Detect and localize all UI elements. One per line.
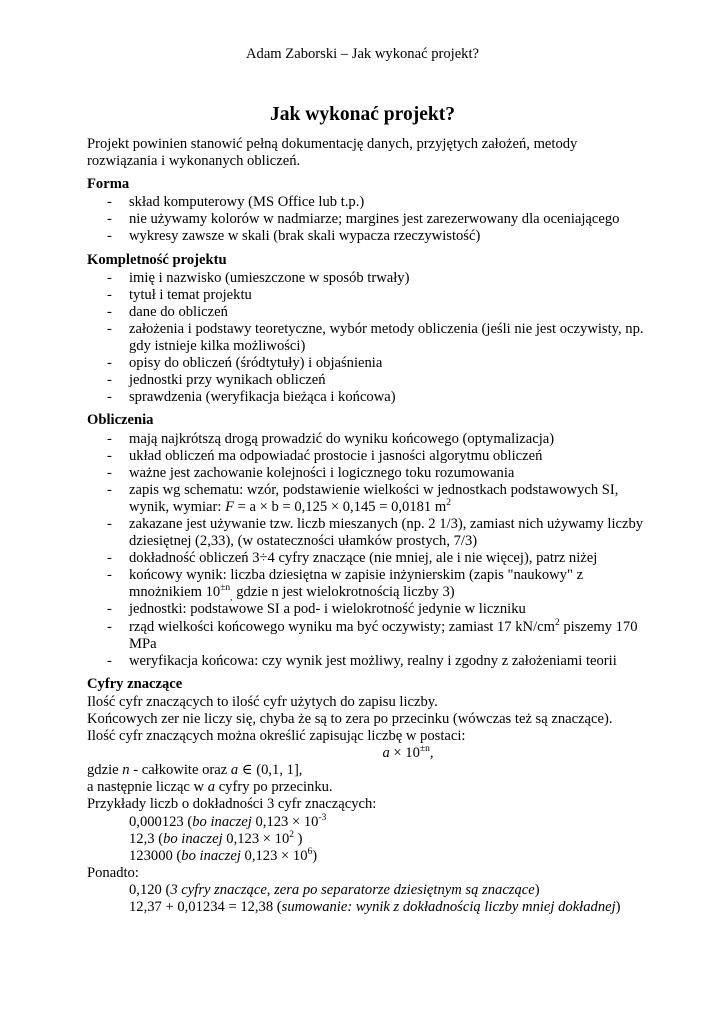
formula-variable: a [207, 779, 216, 796]
text-run: 12,3 ( [129, 830, 164, 847]
paragraph-line: Ilość cyfr znaczących można określić zapisując liczbę w postaci: [87, 728, 466, 745]
example-line [87, 899, 647, 916]
superscript: 6 [307, 846, 313, 857]
list-item-final [87, 567, 647, 604]
list-item: - dokładność obliczeń 3÷4 cyfry znaczące (nie mniej, ale i nie więcej), patrz niżej [87, 550, 647, 567]
paragraph-line: Końcowych zer nie liczy się, chyba że są to zera po przecinku (wówczas też są znaczące). [87, 711, 613, 727]
text-run: ) [312, 847, 318, 864]
paragraph-line: Przykłady liczb o dokładności 3 cyfr znaczących: [87, 796, 377, 813]
text-run: 123000 ( [129, 847, 182, 864]
section-heading-obliczenia: Obliczenia [87, 412, 154, 429]
example-line [87, 848, 647, 865]
list-item: - imię i nazwisko (umieszczone w sposób trwały) [87, 270, 647, 287]
superscript: 2 [554, 617, 560, 628]
page-title: Jak wykonać projekt? [270, 104, 455, 125]
subscript: , [230, 593, 233, 604]
text-run: 12,37 + 0,01234 = 12,38 ( [129, 899, 282, 916]
list-item: - układ obliczeń ma odpowiadać prostocie i jasności algorytmu obliczeń [87, 448, 647, 465]
text-run: cyfry po przecinku. [215, 779, 333, 796]
list-item: - zakazane jest używanie tzw. liczb mieszanych (np. 2 1/3), zamiast nich używamy liczby dziesiętnej (2,33), (w ostateczności ułamków prostych, 7/3) [87, 516, 647, 550]
text-run: ) [615, 899, 621, 916]
text-run: 0,120 ( [129, 881, 171, 898]
formula-variable: a [382, 745, 390, 762]
italic-text: bo inaczej [181, 847, 241, 864]
intro-paragraph: Projekt powinien stanowić pełną dokumentację danych, przyjętych założeń, metody rozwiązania i wykonanych obliczeń. [87, 136, 578, 170]
superscript: ±n [220, 583, 231, 594]
list-item: - opisy do obliczeń (śródtytuły) i objaśnienia [87, 355, 647, 372]
text-run: 0,123 × 10 [222, 830, 290, 847]
list-item: - nie używamy kolorów w nadmiarze; margines jest zarezerwowany dla oceniającego [87, 211, 647, 228]
obliczenia-list [87, 431, 647, 670]
paragraph-line [87, 779, 647, 796]
list-item: - wykresy zawsze w skali (brak skali wypacza rzeczywistość) [87, 228, 647, 245]
superscript: 2 [446, 498, 451, 509]
text-run: końcowy wynik: liczba dziesiętna w zapisie inżynierskim (zapis "naukowy" z mnożnikiem 10 [129, 567, 584, 601]
text-run: zapis wg schematu: wzór, podstawienie wielkości w jednostkach podstawowych SI, wynik, wymiar: [129, 481, 619, 515]
text-run: gdzie n jest wielokrotnością liczby 3) [232, 584, 455, 601]
list-item: - jednostki: podstawowe SI a pod- i wielokrotność jedynie w liczniku [87, 601, 647, 618]
list-item: - tytuł i temat projektu [87, 287, 647, 304]
italic-text: bo inaczej [163, 830, 223, 847]
kompletnosc-list [87, 270, 647, 407]
section-heading-forma: Forma [87, 176, 130, 193]
formula-line [87, 745, 647, 762]
text-run: - całkowite oraz [129, 762, 231, 779]
section-heading-cyfry: Cyfry znaczące [87, 675, 183, 692]
list-item-schema [87, 482, 647, 516]
example-line [87, 814, 647, 831]
formula-variable: n [122, 762, 130, 779]
formula-variable: F [225, 498, 234, 515]
formula-text: = a × b = 0,125 × 0,145 = 0,0181 m [234, 498, 447, 515]
list-item: - jednostki przy wynikach obliczeń [87, 372, 647, 389]
forma-list [87, 194, 647, 245]
paragraph-line: Ilość cyfr znaczących to ilość cyfr użytych do zapisu liczby. [87, 693, 438, 710]
document-body [87, 136, 647, 916]
paragraph-line [87, 762, 647, 779]
section-heading-kompletnosc: Kompletność projektu [87, 251, 227, 268]
formula-text: × 10 [389, 745, 420, 762]
list-item: - sprawdzenia (weryfikacja bieżąca i końcowa) [87, 389, 647, 406]
text-run: ∈ (0,1, 1], [238, 762, 303, 779]
text-run: 0,123 × 10 [251, 813, 319, 830]
list-item: - skład komputerowy (MS Office lub t.p.) [87, 194, 647, 211]
italic-text: bo inaczej [192, 813, 252, 830]
superscript: ±n [419, 744, 430, 755]
text-run: rząd wielkości końcowego wyniku ma być oczywisty; zamiast 17 kN/cm [129, 618, 555, 635]
text-run: ) [534, 881, 540, 898]
list-item: - dane do obliczeń [87, 304, 647, 321]
text-run: ) [294, 830, 303, 847]
paragraph-line: Ponadto: [87, 864, 139, 881]
list-item: - ważne jest zachowanie kolejności i logicznego toku rozumowania [87, 465, 647, 482]
text-run: 0,000123 ( [129, 813, 193, 830]
text-run: 0,123 × 10 [240, 847, 308, 864]
text-run: gdzie [87, 762, 123, 779]
example-line [87, 831, 647, 848]
italic-text: 3 cyfry znaczące, zera po separatorze dziesiętnym są znaczące [170, 881, 535, 898]
formula-variable: a [230, 762, 239, 779]
formula-text: , [429, 745, 434, 762]
superscript: -3 [318, 812, 327, 823]
text-run: a następnie licząc w [87, 779, 208, 796]
superscript: 2 [289, 829, 295, 840]
list-item-magnitude [87, 619, 647, 653]
italic-text: sumowanie: wynik z dokładnością liczby mniej dokładnej [281, 899, 616, 916]
example-line [87, 882, 647, 899]
list-item: - założenia i podstawy teoretyczne, wybór metody obliczenia (jeśli nie jest oczywisty, np. gdy istnieje kilka możliwości) [87, 321, 647, 355]
running-header: Adam Zaborski – Jak wykonać projekt? [245, 46, 480, 62]
list-item: - weryfikacja końcowa: czy wynik jest możliwy, realny i zgodny z założeniami teorii [87, 653, 647, 670]
list-item: - mają najkrótszą drogą prowadzić do wyniku końcowego (optymalizacja) [87, 431, 647, 448]
text-run: piszemy 170 MPa [129, 618, 638, 652]
